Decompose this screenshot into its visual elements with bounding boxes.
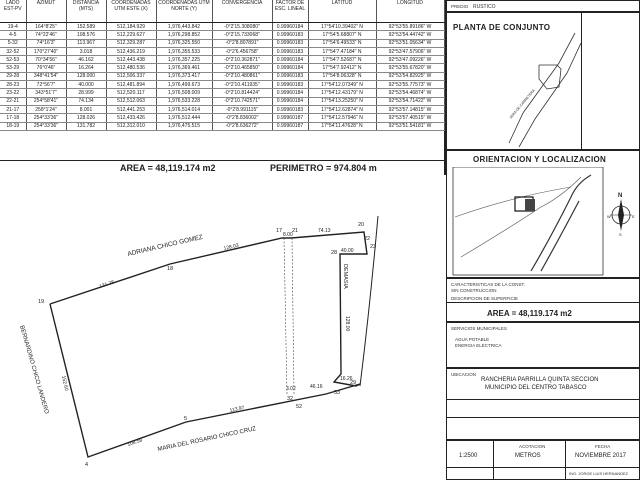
table-cell: 28-23 bbox=[0, 81, 26, 89]
table-cell: 512,433.426 bbox=[106, 114, 156, 122]
planta-conjunto-panel bbox=[446, 12, 582, 150]
caract-label: CARACTERISTICAS DE LA CONST. bbox=[451, 282, 526, 287]
table-row bbox=[0, 97, 444, 105]
table-cell: 512,480.536 bbox=[106, 64, 156, 72]
map-road-2 bbox=[461, 177, 581, 257]
dist-19-4: 152.60 bbox=[60, 375, 70, 392]
south-letter: S bbox=[619, 232, 622, 237]
table-row bbox=[0, 39, 444, 47]
table-cell: 128.000 bbox=[66, 72, 106, 80]
table-cell: 17°54'11.47628" N bbox=[308, 122, 376, 130]
table-cell: 512,441.253 bbox=[106, 105, 156, 113]
table-cell: 32-52 bbox=[0, 47, 26, 55]
table-cell: 0.99960184 bbox=[272, 23, 308, 31]
table-cell: -0°2'10.411935" bbox=[212, 81, 272, 89]
table-header-cell: AZIMUT bbox=[26, 0, 66, 23]
table-cell: 254°33'36" bbox=[26, 122, 66, 130]
table-cell: -0°2'8.807891" bbox=[212, 39, 272, 47]
table-cell: 22-21 bbox=[0, 97, 26, 105]
table-cell: 70°34'56" bbox=[26, 56, 66, 64]
table-row bbox=[0, 105, 444, 113]
planta-conjunto-sketch bbox=[447, 13, 581, 149]
table-cell: 512,506.337 bbox=[106, 72, 156, 80]
vertex-4: 4 bbox=[85, 462, 89, 468]
table-cell: 0.99960184 bbox=[272, 56, 308, 64]
table-cell: 17°54'12.57946" N bbox=[308, 114, 376, 122]
superficie-label: DESCRIPCION DE SUPERFICIE bbox=[451, 296, 519, 301]
ubicacion-line2: MUNICIPIO DEL CENTRO TABASCO bbox=[485, 385, 587, 391]
orientacion-title: ORIENTACION Y LOCALIZACION bbox=[473, 155, 607, 164]
table-cell: 1,976,499.673 bbox=[156, 81, 212, 89]
summary-area: AREA = 48,119.174 m2 bbox=[120, 163, 216, 173]
table-cell: 1,976,475.515 bbox=[156, 122, 212, 130]
table-cell: 53-29 bbox=[0, 64, 26, 72]
table-cell: 512,229.627 bbox=[106, 31, 156, 39]
road-line-a bbox=[284, 238, 287, 394]
table-cell: 92°53'54.71422" W bbox=[376, 97, 444, 105]
table-cell: 72°56'7" bbox=[26, 81, 66, 89]
dist-18-17: 128.03 bbox=[223, 242, 240, 252]
table-cell: 74°16'3" bbox=[26, 39, 66, 47]
table-cell: 17°54'12.43179" N bbox=[308, 89, 376, 97]
label-south-owner: MARIA DEL ROSARIO CHICO CRUZ bbox=[157, 426, 257, 453]
dist-4-5: 108.58 bbox=[126, 437, 144, 448]
table-header-cell: CONVERGENCIA bbox=[212, 0, 272, 23]
table-cell: 512,436.219 bbox=[106, 47, 156, 55]
table-cell: 1,976,443.842 bbox=[156, 23, 212, 31]
map-highway bbox=[531, 175, 591, 271]
map-lot-fill bbox=[525, 199, 535, 211]
table-cell: 17°54'7.52687" N bbox=[308, 56, 376, 64]
table-cell: 74.134 bbox=[66, 97, 106, 105]
caracteristicas-panel bbox=[446, 278, 640, 322]
table-cell: 92°53'47.57906" W bbox=[376, 47, 444, 55]
servicios-panel bbox=[446, 322, 640, 368]
predio-label: PREDIO bbox=[451, 4, 469, 9]
table-cell: 17°54'7.92412" N bbox=[308, 64, 376, 72]
table-header-cell: LATITUD bbox=[308, 0, 376, 23]
fecha-label: FECHA bbox=[595, 444, 611, 449]
vertex-5: 5 bbox=[184, 416, 188, 422]
table-cell: 0.99960184 bbox=[272, 89, 308, 97]
table-cell: 512,481.894 bbox=[106, 81, 156, 89]
summary-perimeter: PERIMETRO = 974.804 m bbox=[270, 163, 377, 173]
table-cell: 5-32 bbox=[0, 39, 26, 47]
ubicacion-label: UBICACION bbox=[451, 372, 477, 377]
table-cell: 17°54'12.62874" N bbox=[308, 105, 376, 113]
area-value: AREA = 48,119.174 m2 bbox=[487, 309, 572, 318]
table-header-cell: COORDENADAS UTM ESTE (X) bbox=[106, 0, 156, 23]
table-cell: -0°2'10.742571" bbox=[212, 97, 272, 105]
dist-17-21: 8.00 bbox=[283, 232, 293, 238]
table-cell: 512,184.929 bbox=[106, 23, 156, 31]
table-cell: 23-22 bbox=[0, 89, 26, 97]
east-letter: E bbox=[632, 214, 635, 219]
table-cell: 512,520.117 bbox=[106, 89, 156, 97]
table-header-row bbox=[0, 0, 444, 23]
table-row bbox=[0, 47, 444, 55]
table-cell: 1,976,512.444 bbox=[156, 114, 212, 122]
table-cell: 1,976,369.461 bbox=[156, 64, 212, 72]
vertex-52: 52 bbox=[296, 404, 303, 410]
table-cell: 1,976,514.014 bbox=[156, 105, 212, 113]
table-cell: 17°54'7.47184" N bbox=[308, 47, 376, 55]
label-west-owner: BERNARDINO CHICO LANDERO bbox=[18, 324, 50, 415]
road-label: 1ERA DE CARRETERA bbox=[508, 88, 536, 120]
table-cell: 3.018 bbox=[66, 47, 106, 55]
vertex-28: 28 bbox=[331, 250, 338, 256]
coordinates-table-container bbox=[0, 0, 446, 175]
north-letter: N bbox=[618, 193, 623, 199]
table-cell: 1,976,508.009 bbox=[156, 89, 212, 97]
road-left-edge bbox=[509, 33, 575, 143]
table-cell: 46.162 bbox=[66, 56, 106, 64]
table-cell: -0°2'10.362871" bbox=[212, 56, 272, 64]
table-summary bbox=[0, 160, 444, 176]
table-cell: -0°2'10.814424" bbox=[212, 89, 272, 97]
table-cell: -0°2'10.480861" bbox=[212, 72, 272, 80]
fecha-value: NOVIEMBRE 2017 bbox=[575, 453, 627, 459]
table-cell: 0.99960184 bbox=[272, 64, 308, 72]
planta-conjunto-title: PLANTA DE CONJUNTO bbox=[453, 23, 551, 32]
vertex-19: 19 bbox=[38, 299, 45, 305]
table-cell: -0°2'8.991115" bbox=[212, 105, 272, 113]
map-highway-2 bbox=[541, 201, 579, 271]
table-cell: 17°54'6.49533" N bbox=[308, 39, 376, 47]
table-cell: 0.99960184 bbox=[272, 97, 308, 105]
west-letter: W bbox=[607, 214, 611, 219]
dist-52-53: 46.16 bbox=[310, 384, 323, 390]
table-cell: 131.782 bbox=[66, 122, 106, 130]
table-cell: 343°51'7" bbox=[26, 89, 66, 97]
vertex-23: 23 bbox=[370, 244, 377, 250]
table-cell: 92°53'51.54181" W bbox=[376, 122, 444, 130]
servicios-label: SERVICIOS MUNICIPALES bbox=[451, 326, 507, 331]
table-cell: 16.264 bbox=[66, 64, 106, 72]
table-cell: 92°53'54.44742" W bbox=[376, 31, 444, 39]
table-cell: 1,976,325.550 bbox=[156, 39, 212, 47]
table-cell: 0.99960183 bbox=[272, 31, 308, 39]
table-cell: 76°0'46" bbox=[26, 64, 66, 72]
table-cell: 348°41'54" bbox=[26, 72, 66, 80]
dist-29-28: 128.00 bbox=[344, 316, 350, 332]
table-cell: -0°2'10.465850" bbox=[212, 64, 272, 72]
table-cell: 0.99960187 bbox=[272, 122, 308, 130]
table-header-cell: DISTANCIA (MTS) bbox=[66, 0, 106, 23]
vertex-17: 17 bbox=[276, 228, 283, 234]
map-road-1 bbox=[455, 187, 571, 217]
table-row bbox=[0, 23, 444, 31]
table-cell: 1,976,298.852 bbox=[156, 31, 212, 39]
table-cell: 17°54'13.25250" N bbox=[308, 97, 376, 105]
table-cell: 92°53'55.67820" W bbox=[376, 64, 444, 72]
table-cell: -0°2'15.308080" bbox=[212, 23, 272, 31]
vertex-18: 18 bbox=[167, 266, 174, 272]
table-cell: -0°2'8.636272" bbox=[212, 122, 272, 130]
table-cell: 4-5 bbox=[0, 31, 26, 39]
table-row bbox=[0, 89, 444, 97]
table-cell: 0.99960183 bbox=[272, 105, 308, 113]
table-cell: 164°8'25" bbox=[26, 23, 66, 31]
ubicacion-line1: RANCHERIA PARRILLA QUINTA SECCION bbox=[481, 377, 599, 383]
acotacion-label: ACOTACION bbox=[519, 444, 546, 449]
table-cell: 512,443.438 bbox=[106, 56, 156, 64]
table-header-cell: FACTOR DE ESC. LINEAL bbox=[272, 0, 308, 23]
predio-value: RUSTICO bbox=[473, 4, 496, 10]
table-cell: 1,976,373.417 bbox=[156, 72, 212, 80]
label-east-demasia: DEMASIA bbox=[342, 264, 348, 289]
vertex-22: 22 bbox=[364, 236, 371, 242]
dist-28-23: 40.00 bbox=[341, 248, 354, 254]
elaboro-value: ING. JORGE LUIS HERNANDEZ bbox=[569, 471, 629, 476]
lot-boundary bbox=[50, 232, 367, 457]
table-cell: 18-19 bbox=[0, 122, 26, 130]
table-cell: -0°2'15.733068" bbox=[212, 31, 272, 39]
site-plan-drawing bbox=[0, 176, 444, 480]
table-cell: 0.99960183 bbox=[272, 72, 308, 80]
table-cell: 152.589 bbox=[66, 23, 106, 31]
table-cell: 512,312.010 bbox=[106, 122, 156, 130]
table-row bbox=[0, 122, 444, 130]
table-header-cell: LONGITUD bbox=[376, 0, 444, 23]
table-row bbox=[0, 81, 444, 89]
table-cell: 17°54'12.07349" N bbox=[308, 81, 376, 89]
vertex-32: 32 bbox=[287, 396, 294, 402]
table-row bbox=[0, 114, 444, 122]
dist-32-52: 3.02 bbox=[286, 386, 296, 392]
table-cell: 29-28 bbox=[0, 72, 26, 80]
table-cell: 40.000 bbox=[66, 81, 106, 89]
dist-19-18: 131.78 bbox=[98, 279, 116, 290]
header-box bbox=[446, 0, 640, 12]
table-cell: 19-4 bbox=[0, 23, 26, 31]
table-cell: 17-18 bbox=[0, 114, 26, 122]
table-cell: 21-17 bbox=[0, 105, 26, 113]
table-cell: 92°53'54.82925" W bbox=[376, 72, 444, 80]
vertex-21: 21 bbox=[292, 228, 299, 234]
table-cell: 1,976,357.225 bbox=[156, 56, 212, 64]
dist-5-32: 113.97 bbox=[229, 404, 246, 414]
table-row bbox=[0, 72, 444, 80]
table-row bbox=[0, 31, 444, 39]
north-arrow-icon bbox=[607, 191, 637, 237]
table-cell: 108.576 bbox=[66, 31, 106, 39]
table-cell: 92°53'55.89186" W bbox=[376, 23, 444, 31]
table-cell: 92°53'55.77573" W bbox=[376, 81, 444, 89]
table-cell: 17°54'10.39402" N bbox=[308, 23, 376, 31]
table-cell: 0.99960183 bbox=[272, 39, 308, 47]
table-cell: 92°53'57.14815" W bbox=[376, 105, 444, 113]
table-cell: 0.99960187 bbox=[272, 114, 308, 122]
road-line-b bbox=[292, 238, 294, 394]
table-row bbox=[0, 64, 444, 72]
table-header-cell: LADO EST-PV bbox=[0, 0, 26, 23]
table-cell: 8.001 bbox=[66, 105, 106, 113]
table-cell: 254°33'36" bbox=[26, 114, 66, 122]
label-north-owner: ADRIANA CHICO GOMEZ bbox=[126, 233, 204, 258]
coordinates-table bbox=[0, 0, 445, 131]
table-cell: 92°53'57.40515" W bbox=[376, 114, 444, 122]
orientacion-panel bbox=[446, 150, 640, 278]
dist-53-29: 16.26 bbox=[340, 376, 353, 382]
table-cell: 512,512.063 bbox=[106, 97, 156, 105]
table-cell: 254°58'41" bbox=[26, 97, 66, 105]
acotacion-value: METROS bbox=[515, 453, 541, 459]
table-cell: 92°53'47.09226" W bbox=[376, 56, 444, 64]
table-cell: 258°1'24" bbox=[26, 105, 66, 113]
servicio-item-energia: ENERGIA ELECTRICA bbox=[455, 343, 502, 348]
table-cell: 512,329.287 bbox=[106, 39, 156, 47]
table-cell: 113.967 bbox=[66, 39, 106, 47]
dist-21-22: 74.13 bbox=[318, 228, 331, 234]
table-cell: 128.026 bbox=[66, 114, 106, 122]
table-header-cell: COORDENADAS UTM NORTE (Y) bbox=[156, 0, 212, 23]
lot-outline-mini bbox=[539, 65, 561, 89]
table-cell: 92°53'51.05634" W bbox=[376, 39, 444, 47]
table-cell: 0.99960183 bbox=[272, 47, 308, 55]
vertex-53: 53 bbox=[334, 390, 341, 396]
table-body bbox=[0, 23, 444, 131]
vertex-29: 29 bbox=[350, 380, 357, 386]
table-cell: 1,976,355.533 bbox=[156, 47, 212, 55]
table-cell: 1,976,533.228 bbox=[156, 97, 212, 105]
table-cell: 52-53 bbox=[0, 56, 26, 64]
table-cell: 170°27'40" bbox=[26, 47, 66, 55]
escala-value: 1:2500 bbox=[459, 453, 478, 459]
vertex-20: 20 bbox=[358, 222, 365, 228]
table-cell: -0°2'6.456758" bbox=[212, 47, 272, 55]
blank-box bbox=[582, 12, 640, 150]
table-cell: 17°54'5.68807" N bbox=[308, 31, 376, 39]
table-row bbox=[0, 56, 444, 64]
table-cell: 17°54'8.06328" N bbox=[308, 72, 376, 80]
footer-panel bbox=[446, 440, 640, 480]
table-cell: -0°2'8.836002" bbox=[212, 114, 272, 122]
caract-sub: SIN CONSTRUCCION bbox=[451, 288, 497, 293]
table-cell: 74°22'46" bbox=[26, 31, 66, 39]
table-cell: 28.999 bbox=[66, 89, 106, 97]
servicio-item-agua: AGUA POTABLE bbox=[455, 337, 490, 342]
table-cell: 92°53'54.46874" W bbox=[376, 89, 444, 97]
table-cell: 0.99960183 bbox=[272, 81, 308, 89]
ubicacion-panel bbox=[446, 368, 640, 440]
